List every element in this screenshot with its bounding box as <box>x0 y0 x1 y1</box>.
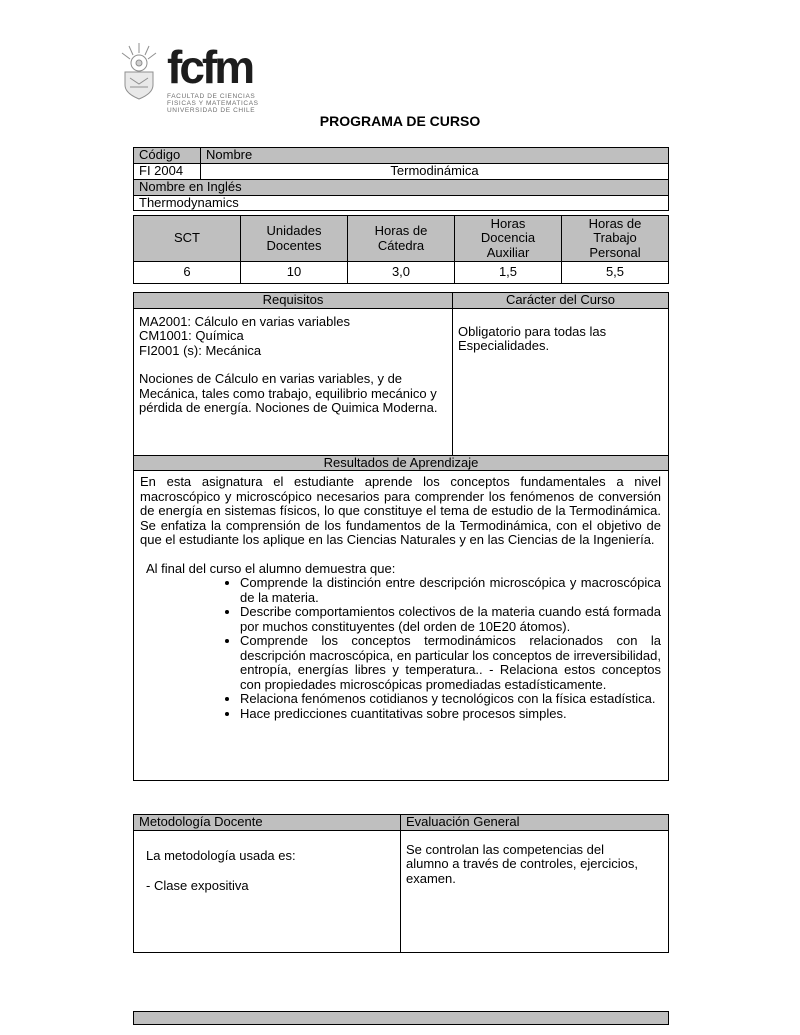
metodologia-header-cell: Metodología Docente <box>134 815 401 831</box>
resultados-content-cell <box>134 471 669 781</box>
caracter-value: Obligatorio para todas las Especialidades. <box>458 323 607 353</box>
horas-trabajo-personal-value-cell: 5,5 <box>562 262 669 284</box>
learning-outcomes-list <box>140 576 661 721</box>
sct-header-cell: SCT <box>134 216 241 262</box>
learning-outcome-item: • Comprende los conceptos termodinámicos relacionados con la descripción macroscópica, en particular los conceptos de irreversibilidad, entropía, energías libres y temperatura.. - Relaciona estos conceptos con propiedades microscópicas promediadas estadísticamente. <box>240 634 661 692</box>
sct-value-cell: 6 <box>134 262 241 284</box>
requisitos-resultados-table <box>133 292 669 781</box>
requisito-line: FI2001 (s): Mecánica <box>139 342 262 358</box>
university-logo <box>118 42 259 114</box>
requisitos-header-cell: Requisitos <box>134 293 453 309</box>
empty-table-header-bar <box>133 1011 669 1025</box>
caracter-content-cell <box>453 308 669 455</box>
nombre-ingles-header-cell: Nombre en Inglés <box>134 180 669 196</box>
horas-catedra-header-cell: Horas de Cátedra <box>348 216 455 262</box>
evaluacion-content-cell <box>401 830 669 952</box>
metodologia-evaluacion-table <box>133 814 669 953</box>
evaluacion-header-cell: Evaluación General <box>401 815 669 831</box>
nombre-ingles-value-cell: Thermodynamics <box>134 195 669 211</box>
learning-outcome-item: • Hace predicciones cuantitativas sobre procesos simples. <box>240 707 661 722</box>
learning-outcome-item: • Relaciona fenómenos cotidianos y tecnológicos con la física estadística. <box>240 692 661 707</box>
nombre-header-cell: Nombre <box>201 148 669 164</box>
learning-outcome-item: • Describe comportamientos colectivos de la materia cuando está formada por muchos constituyentes (del orden de 10E20 átomos). <box>240 605 661 634</box>
spacer <box>146 863 395 879</box>
metodologia-line: La metodología usada es: <box>146 847 296 863</box>
horas-docencia-auxiliar-value-cell: 1,5 <box>455 262 562 284</box>
faculty-name-line: FACULTAD DE CIENCIAS <box>167 93 256 100</box>
hours-table <box>133 215 669 284</box>
horas-docencia-auxiliar-header-cell: Horas Docencia Auxiliar <box>455 216 562 262</box>
faculty-name-line: UNIVERSIDAD DE CHILE <box>167 107 256 114</box>
evaluacion-text: Se controlan las competencias del alumno a través de controles, ejercicios, examen. <box>406 841 638 886</box>
resultados-subtitle: Al final del curso el alumno demuestra que: <box>146 560 396 576</box>
metodologia-line: - Clase expositiva <box>146 878 249 893</box>
learning-outcome-item: • Comprende la distinción entre descripción microscópica y macroscópica de la materia. <box>240 576 661 605</box>
horas-trabajo-personal-header-cell: Horas de Trabajo Personal <box>562 216 669 262</box>
horas-catedra-value-cell: 3,0 <box>348 262 455 284</box>
codigo-value-cell: FI 2004 <box>134 164 201 180</box>
faculty-name <box>167 93 259 114</box>
requisitos-content-cell <box>134 308 453 455</box>
requisito-line: CM1001: Química <box>139 328 244 343</box>
unidades-docentes-header-cell: Unidades Docentes <box>241 216 348 262</box>
codigo-header-cell: Código <box>134 148 201 164</box>
metodologia-content-cell <box>134 830 401 952</box>
caracter-header-cell: Carácter del Curso <box>453 293 669 309</box>
page-title: PROGRAMA DE CURSO <box>319 113 481 129</box>
course-id-table <box>133 147 669 211</box>
unidades-docentes-value-cell: 10 <box>241 262 348 284</box>
fcfm-wordmark: fcfm <box>167 41 253 93</box>
requisito-line: MA2001: Cálculo en varias variables <box>139 313 350 329</box>
nombre-value-cell: Termodinámica <box>201 164 669 180</box>
logo-text-block <box>167 42 259 114</box>
document-content <box>133 147 669 1025</box>
resultados-intro: En esta asignatura el estudiante aprende los conceptos fundamentales a nivel macroscópico y microscópico necesarios para comprender los fenómenos de conversión de energía en sistemas físicos, lo que constituye el tema de estudio de la Termodinámica. Se enfatiza la comprensión de los fundamentos de la Termodinámica, con el objetivo de que el estudiante los aplique en las Ciencias Naturales y en las Ciencias de la Ingeniería. <box>140 474 661 547</box>
spacer <box>140 548 661 562</box>
university-crest-icon <box>118 42 160 102</box>
requisitos-note: Nociones de Cálculo en varias variables, y de Mecánica, tales como trabajo, equilibrio mecánico y pérdida de energía. Nociones de Quimica Moderna. <box>139 371 438 415</box>
faculty-name-line: FISICAS Y MATEMATICAS <box>167 100 259 107</box>
resultados-header-cell: Resultados de Aprendizaje <box>134 455 669 471</box>
